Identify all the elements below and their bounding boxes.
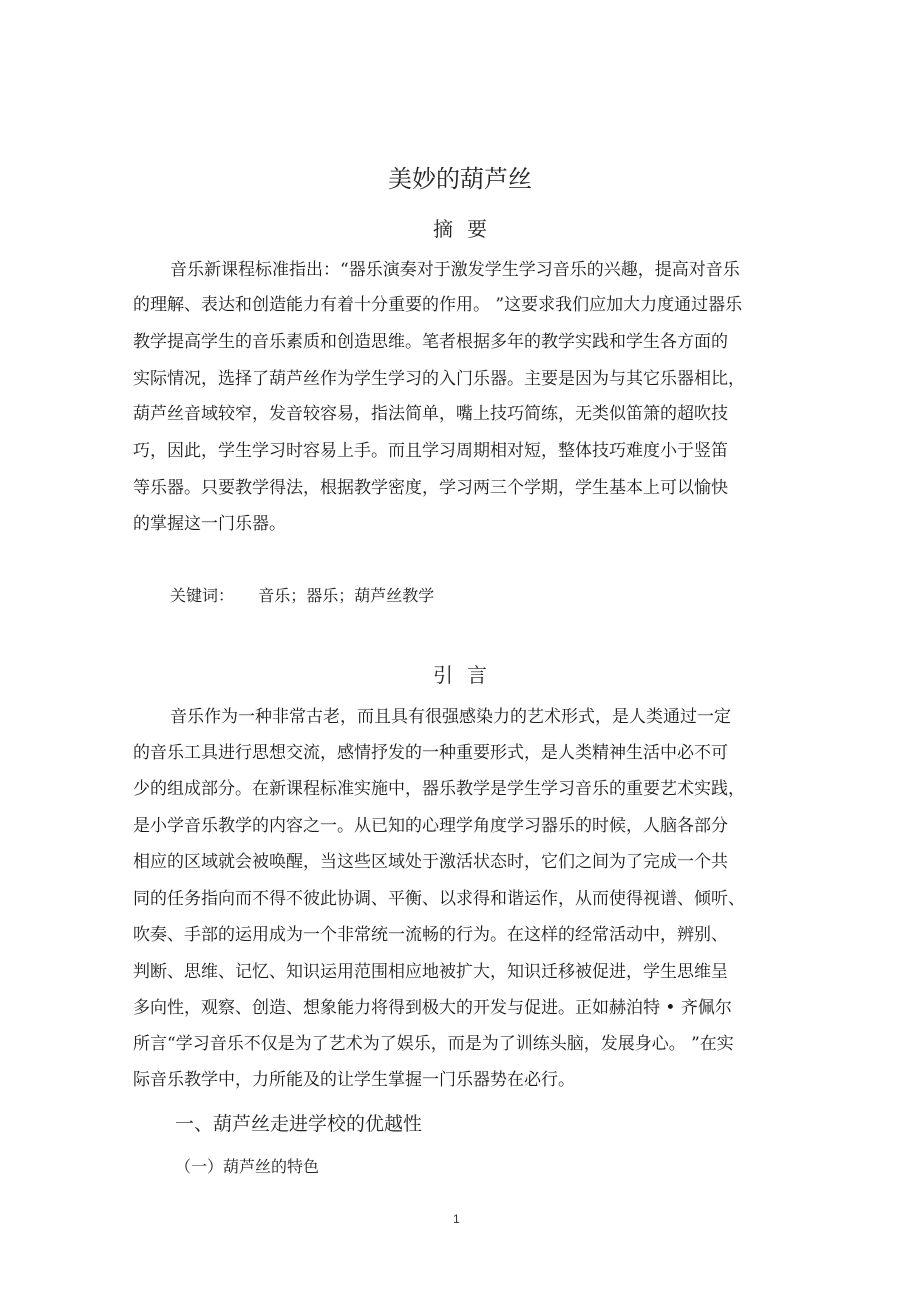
keywords-label: 关键词： (170, 586, 235, 605)
document-title: 美妙的葫芦丝 (388, 165, 532, 193)
abstract-line: 的掌握这一门乐器。 (133, 514, 286, 534)
abstract-line: 巧，因此，学生学习时容易上手。而且学习周期相对短，整体技巧难度小于竖笛 (133, 441, 728, 461)
abstract-heading: 摘要 (433, 217, 501, 241)
introduction-line: 所言“学习音乐不仅是为了艺术为了娱乐，而是为了训练头脑，发展身心。 ”在实 (133, 1034, 734, 1054)
abstract-line: 实际情况，选择了葫芦丝作为学生学习的入门乐器。主要是因为与其它乐器相比， (133, 369, 745, 389)
abstract-line: 葫芦丝音域较窄，发音较容易，指法简单，嘴上技巧简练，无类似笛箫的超吹技 (133, 404, 728, 424)
introduction-line: 判断、思维、记忆、知识运用范围相应地被扩大，知识迁移被促进，学生思维呈 (133, 962, 728, 982)
section-heading: 一、葫芦丝走进学校的优越性 (175, 1113, 423, 1135)
abstract-line: 音乐新课程标准指出：“器乐演奏对于激发学生学习音乐的兴趣，提高对音乐 (170, 260, 740, 280)
introduction-line: 相应的区域就会被唤醒，当这些区域处于激活状态时，它们之间为了完成一个共 (133, 852, 728, 872)
introduction-line: 同的任务指向而不得不彼此协调、平衡、以求得和谐运作，从而使得视谱、倾听、 (133, 889, 745, 909)
introduction-line: 际音乐教学中，力所能及的让学生掌握一门乐器势在必行。 (133, 1070, 575, 1090)
keywords-value: 音乐；器乐；葫芦丝教学 (258, 586, 435, 605)
introduction-line: 多向性，观察、创造、想象能力将得到极大的开发与促进。正如赫泊特 • 齐佩尔 (133, 998, 732, 1018)
introduction-heading: 引言 (433, 663, 501, 687)
abstract-line: 教学提高学生的音乐素质和创造思维。笔者根据多年的教学实践和学生各方面的 (133, 332, 728, 352)
introduction-line: 的音乐工具进行思想交流，感情抒发的一种重要形式，是人类精神生活中必不可 (133, 743, 728, 763)
subsection-heading: （一）葫芦丝的特色 (175, 1157, 320, 1176)
introduction-line: 少的组成部分。在新课程标准实施中，器乐教学是学生学习音乐的重要艺术实践， (133, 779, 745, 799)
page-number: 1 (453, 1212, 460, 1226)
abstract-line: 等乐器。只要教学得法，根据教学密度，学习两三个学期，学生基本上可以愉快 (133, 478, 728, 498)
introduction-line: 是小学音乐教学的内容之一。从已知的心理学角度学习器乐的时候，人脑各部分 (133, 816, 728, 836)
abstract-line: 的理解、表达和创造能力有着十分重要的作用。 ”这要求我们应加大力度通过器乐 (133, 295, 743, 315)
keywords (170, 585, 434, 607)
introduction-line: 吹奏、手部的运用成为一个非常统一流畅的行为。在这样的经常活动中，辨别、 (133, 925, 728, 945)
introduction-line: 音乐作为一种非常古老，而且具有很强感染力的艺术形式，是人类通过一定 (170, 707, 731, 727)
